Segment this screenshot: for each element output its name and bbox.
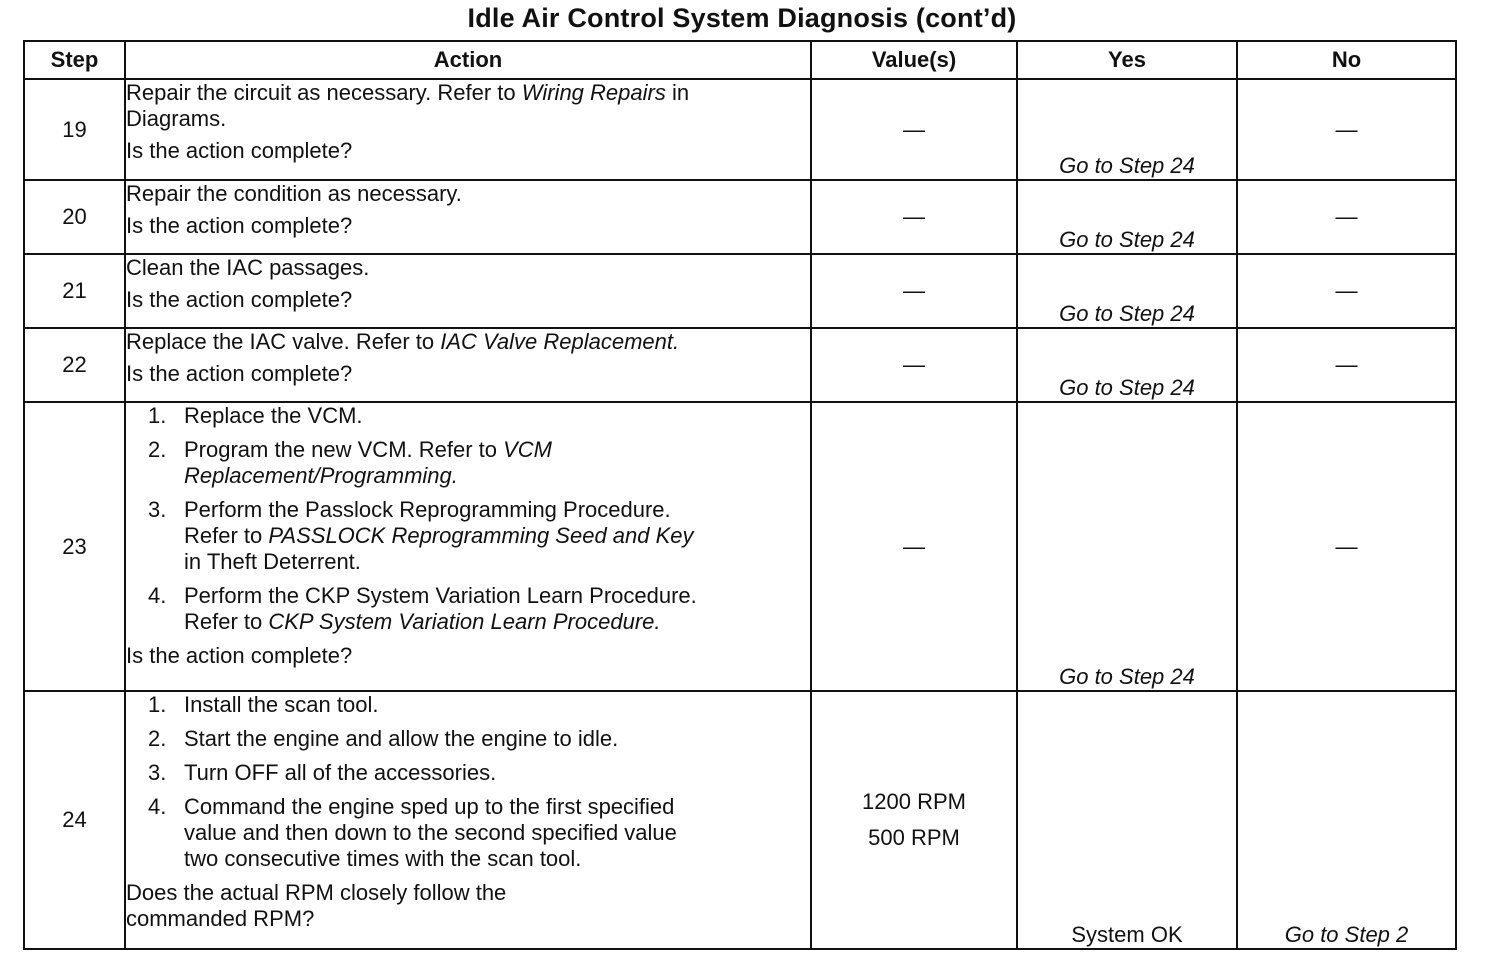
reference-link-text: IAC Valve Replacement. <box>440 329 680 354</box>
yes-cell: Go to Step 24 <box>1017 402 1237 691</box>
action-question: Is the action complete? <box>126 642 353 668</box>
instruction-list <box>126 692 810 872</box>
table-row <box>24 402 1456 691</box>
value-cell: — <box>811 180 1017 254</box>
page-title: Idle Air Control System Diagnosis (cont’d) <box>467 3 1017 33</box>
yes-cell: Go to Step 24 <box>1017 254 1237 328</box>
table-row <box>24 180 1456 254</box>
instruction-list <box>126 403 810 635</box>
reference-link-text: Wiring Repairs <box>521 80 666 105</box>
action-cell <box>125 180 811 254</box>
header-row <box>24 41 1456 79</box>
action-cell <box>125 691 811 949</box>
action-text: Replace the IAC valve. Refer to IAC Valve Replacement. <box>126 329 680 354</box>
table-row <box>24 254 1456 328</box>
value-cell <box>811 691 1017 949</box>
header-step: Step <box>24 41 125 79</box>
list-item: 4. Command the engine sped up to the first specified value and then down to the second specified value two consecutive times with the scan tool. <box>148 793 677 871</box>
action-text: Clean the IAC passages. <box>126 255 370 280</box>
action-cell <box>125 79 811 180</box>
no-cell: Go to Step 2 <box>1237 691 1456 949</box>
value-cell: — <box>811 402 1017 691</box>
value-cell: — <box>811 328 1017 402</box>
step-number: 21 <box>24 254 125 328</box>
header-no: No <box>1237 41 1456 79</box>
action-question: commanded RPM? <box>126 905 315 931</box>
value-rpm-low: 500 RPM <box>868 825 960 850</box>
list-item: 4. Perform the CKP System Variation Learn Procedure. Refer to CKP System Variation Learn Procedure. <box>148 582 697 634</box>
value-cell: — <box>811 79 1017 180</box>
yes-cell: Go to Step 24 <box>1017 328 1237 402</box>
action-text: Diagrams. <box>126 105 227 131</box>
list-item: 3. Turn OFF all of the accessories. <box>148 759 497 785</box>
yes-cell: System OK <box>1017 691 1237 949</box>
header-values: Value(s) <box>811 41 1017 79</box>
yes-cell: Go to Step 24 <box>1017 180 1237 254</box>
action-cell <box>125 328 811 402</box>
step-number: 24 <box>24 691 125 949</box>
diagnosis-table <box>23 40 1457 950</box>
list-item: 2. Program the new VCM. Refer to VCM Replacement/Programming. <box>148 436 553 488</box>
table-row <box>24 691 1456 949</box>
action-text: Repair the condition as necessary. <box>126 181 462 206</box>
action-question: Is the action complete? <box>126 212 353 238</box>
action-question: Is the action complete? <box>126 137 353 163</box>
action-text: Repair the circuit as necessary. Refer to Wiring Repairs in <box>126 80 690 105</box>
action-cell <box>125 402 811 691</box>
list-item: 1. Install the scan tool. <box>148 692 379 717</box>
table-row <box>24 79 1456 180</box>
no-cell: — <box>1237 79 1456 180</box>
list-item: 3. Perform the Passlock Reprogramming Procedure. Refer to PASSLOCK Reprogramming Seed and Key in Theft Deterrent. <box>148 496 694 574</box>
step-number: 23 <box>24 402 125 691</box>
header-yes: Yes <box>1017 41 1237 79</box>
step-number: 22 <box>24 328 125 402</box>
step-number: 19 <box>24 79 125 180</box>
no-cell: — <box>1237 254 1456 328</box>
no-cell: — <box>1237 328 1456 402</box>
no-cell: — <box>1237 402 1456 691</box>
yes-cell: Go to Step 24 <box>1017 79 1237 180</box>
list-item: 2. Start the engine and allow the engine to idle. <box>148 725 619 751</box>
table-row <box>24 328 1456 402</box>
no-cell: — <box>1237 180 1456 254</box>
header-action: Action <box>125 41 811 79</box>
value-cell: — <box>811 254 1017 328</box>
action-question: Is the action complete? <box>126 360 353 386</box>
action-question: Is the action complete? <box>126 286 353 312</box>
action-cell <box>125 254 811 328</box>
step-number: 20 <box>24 180 125 254</box>
action-question: Does the actual RPM closely follow the <box>126 879 507 905</box>
list-item: 1. Replace the VCM. <box>148 403 363 428</box>
value-rpm-high: 1200 RPM <box>862 789 966 814</box>
